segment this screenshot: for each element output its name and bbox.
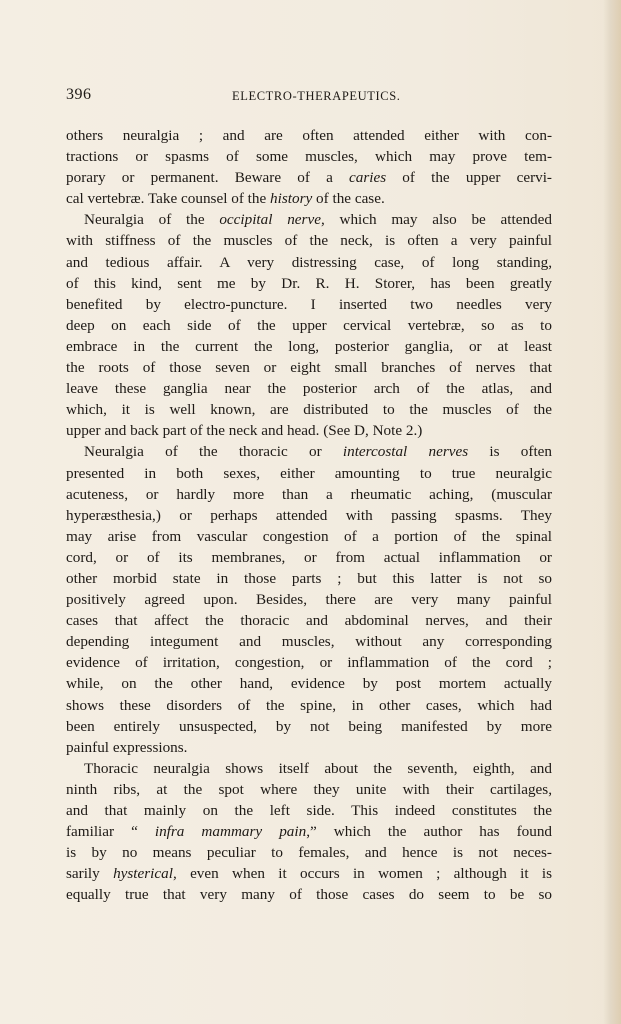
- text-run: and tedious affair. A very distressing case, of long standing,: [66, 253, 552, 271]
- text-run: tractions or spasms of some muscles, which may prove tem-: [66, 148, 552, 166]
- body-text: [66, 125, 552, 905]
- text-line: [66, 842, 552, 863]
- text-run: presented in both sexes, either amounting to true neuralgic: [66, 464, 552, 482]
- text-line: [66, 336, 552, 357]
- text-run: is often: [468, 443, 552, 461]
- text-run: of this kind, sent me by Dr. R. H. Storer, has been greatly: [66, 274, 552, 292]
- text-line: [66, 505, 552, 526]
- text-run: Neuralgia of the thoracic or: [84, 443, 343, 461]
- text-line: [66, 146, 552, 167]
- text-run: deep on each side of the upper cervical vertebræ, so as to: [66, 316, 552, 334]
- text-line: [66, 294, 552, 315]
- text-run: , which may also be attended: [320, 211, 552, 229]
- text-run: is by no means peculiar to females, and hence is not neces-: [66, 844, 552, 862]
- page-header: [66, 86, 550, 108]
- text-run: while, on the other hand, evidence by post mortem actually: [66, 675, 552, 693]
- text-line: [66, 230, 552, 251]
- text-run: benefited by electro-puncture. I inserted two needles very: [66, 295, 552, 313]
- text-run: depending integument and muscles, without any corresponding: [66, 633, 552, 651]
- text-line: [66, 125, 552, 146]
- text-run: the roots of those seven or eight small branches of nerves that: [66, 359, 552, 377]
- text-run: porary or permanent. Beware of a: [66, 169, 349, 187]
- text-run: Neuralgia of the: [84, 211, 220, 229]
- text-line: [66, 568, 552, 589]
- text-line: [66, 399, 552, 420]
- italic-term: caries: [348, 169, 387, 187]
- text-line: [66, 378, 552, 399]
- text-line: [66, 188, 552, 209]
- text-run: which, it is well known, are distributed to the muscles of the: [66, 401, 552, 419]
- text-run: sarily: [66, 865, 114, 883]
- text-run: leave these ganglia near the posterior arch of the atlas, and: [66, 380, 552, 398]
- text-run: upper and back part of the neck and head. (See D, Note 2.): [66, 422, 423, 440]
- text-run: embrace in the current the long, posterior ganglia, or at least: [66, 337, 552, 355]
- italic-term: hysterical: [113, 865, 173, 883]
- text-line: [66, 526, 552, 547]
- text-line: [66, 441, 552, 462]
- page-edge-shadow: [603, 0, 621, 1024]
- text-run: familiar “: [66, 823, 155, 841]
- text-line: [66, 737, 552, 758]
- italic-term: occipital nerve: [219, 211, 321, 229]
- text-line: [66, 631, 552, 652]
- text-line: [66, 610, 552, 631]
- text-line: [66, 484, 552, 505]
- text-line: [66, 884, 552, 905]
- text-run: cases that affect the thoracic and abdominal nerves, and their: [66, 612, 552, 630]
- text-run: painful expressions.: [66, 738, 188, 756]
- text-line: [66, 209, 552, 230]
- text-line: [66, 463, 552, 484]
- italic-term: infra mammary pain: [154, 823, 307, 841]
- text-run: ninth ribs, at the spot where they unite with their cartilages,: [66, 780, 552, 798]
- text-line: [66, 420, 552, 441]
- text-run: cal vertebræ. Take counsel of the: [66, 190, 271, 208]
- text-line: [66, 673, 552, 694]
- italic-term: history: [270, 190, 313, 208]
- text-run: Thoracic neuralgia shows itself about the seventh, eighth, and: [84, 759, 552, 777]
- text-line: [66, 863, 552, 884]
- text-line: [66, 800, 552, 821]
- italic-term: intercostal nerves: [342, 443, 469, 461]
- text-run: ,” which the author has found: [306, 823, 553, 841]
- text-run: of the case.: [312, 190, 385, 208]
- text-line: [66, 167, 552, 188]
- running-head: ELECTRO-THERAPEUTICS.: [232, 89, 401, 103]
- text-run: may arise from vascular congestion of a portion of the spinal: [66, 527, 552, 545]
- text-run: and that mainly on the left side. This indeed constitutes the: [66, 802, 552, 819]
- text-run: acuteness, or hardly more than a rheumatic aching, (muscular: [66, 485, 552, 503]
- text-line: [66, 716, 552, 737]
- text-line: [66, 821, 552, 842]
- text-run: of the upper cervi-: [386, 169, 552, 187]
- text-run: with stiffness of the muscles of the neck, is often a very painful: [66, 232, 552, 250]
- text-run: others neuralgia ; and are often attended either with con-: [66, 127, 552, 144]
- text-line: [66, 758, 552, 779]
- text-line: [66, 695, 552, 716]
- text-run: cord, or of its membranes, or from actual inflammation or: [66, 548, 552, 566]
- text-run: , even when it occurs in women ; although it is: [172, 865, 552, 883]
- text-run: equally true that very many of those cases do seem to be so: [66, 886, 552, 904]
- text-line: [66, 589, 552, 610]
- text-run: hyperæsthesia,) or perhaps attended with passing spasms. They: [66, 506, 552, 524]
- text-line: [66, 273, 552, 294]
- text-run: shows these disorders of the spine, in other cases, which had: [66, 696, 552, 714]
- text-line: [66, 315, 552, 336]
- text-line: [66, 357, 552, 378]
- text-run: evidence of irritation, congestion, or inflammation of the cord ;: [66, 654, 552, 672]
- text-run: positively agreed upon. Besides, there are very many painful: [66, 591, 552, 609]
- text-line: [66, 652, 552, 673]
- text-run: other morbid state in those parts ; but this latter is not so: [66, 569, 552, 587]
- text-line: [66, 252, 552, 273]
- text-run: been entirely unsuspected, by not being manifested by more: [66, 717, 552, 735]
- text-line: [66, 547, 552, 568]
- text-line: [66, 779, 552, 800]
- page-number: 396: [66, 86, 92, 103]
